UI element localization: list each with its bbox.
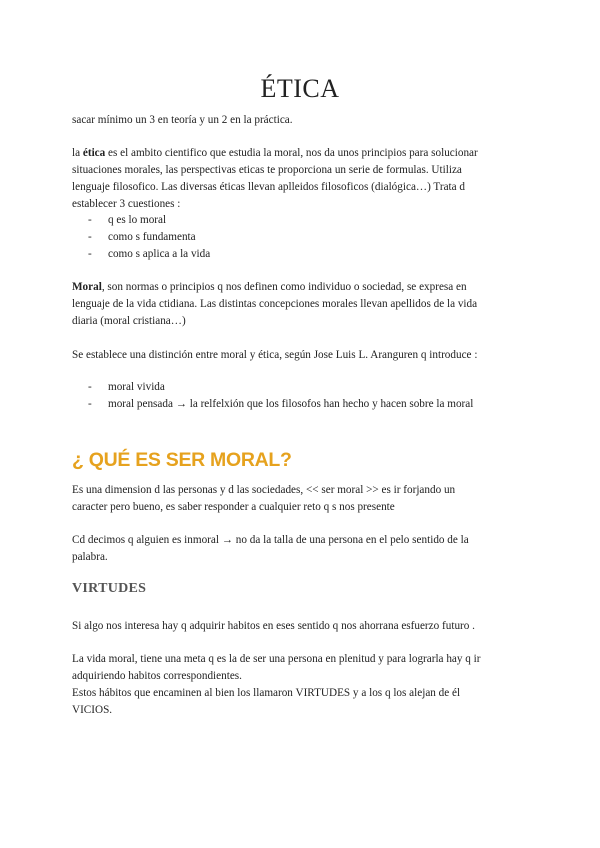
etica-line-3: lenguaje filosofico. Las diversas éticas llevan aplleidos filosoficos (dialógica…) Trata d: [72, 181, 466, 193]
list-item: [88, 246, 210, 263]
etica-lead: la: [72, 147, 83, 159]
subheading-virtudes: VIRTUDES: [72, 581, 147, 596]
list-item-text: moral vivida: [108, 381, 165, 393]
moral-line-2: lenguaje de la vida ctidiana. Las distintas concepciones morales llevan apellidos de la vida: [72, 298, 478, 310]
moral-bold-term: Moral: [72, 281, 102, 293]
distinction-line: Se establece una distinción entre moral y ética, según Jose Luis L. Aranguren q introduce :: [72, 349, 478, 361]
etica-line-1: es el ambito cientifico que estudia la moral, nos da unos principios para solucionar: [105, 147, 478, 159]
list-item-text: moral pensada → la relfelxión que los filosofos han hecho y hacen sobre la moral: [108, 398, 474, 410]
list-item-text: q es lo moral: [108, 214, 167, 226]
list-dash: -: [88, 248, 92, 260]
etica-paragraph: [72, 145, 522, 162]
virtudes-para2-line-4: VICIOS.: [72, 704, 113, 716]
etica-bold-term: ética: [82, 147, 106, 159]
section-heading: ¿ QUÉ ES SER MORAL?: [72, 449, 292, 471]
etica-line-4: establecer 3 cuestiones :: [72, 198, 181, 210]
list-item: [88, 212, 166, 229]
virtudes-para2-line-2: adquiriendo habitos correspondientes.: [72, 670, 242, 682]
page-title: ÉTICA: [260, 74, 340, 103]
intro-line: sacar mínimo un 3 en teoría y un 2 en la práctica.: [72, 114, 293, 126]
list-dash: -: [88, 231, 92, 243]
list-dash: -: [88, 381, 92, 393]
section-para2-line-1: Cd decimos q alguien es inmoral → no da la talla de una persona en el pelo sentido de la: [72, 534, 469, 546]
list-item: [88, 229, 196, 246]
list-item: [88, 379, 165, 396]
virtudes-para1: Si algo nos interesa hay q adquirir habitos en eses sentido q nos ahorrana esfuerzo futuro .: [72, 620, 475, 632]
list-item: [88, 396, 473, 413]
moral-line-1: , son normas o principios q nos definen como individuo o sociedad, se expresa en: [101, 281, 467, 293]
section-para1-line-2: caracter pero bueno, es saber responder a cualquier reto q s nos presente: [72, 501, 395, 513]
section-para1-line-1: Es una dimension d las personas y d las sociedades, << ser moral >> es ir forjando un: [72, 484, 456, 496]
moral-paragraph: [72, 279, 522, 296]
list-item-text: como s fundamenta: [108, 231, 196, 243]
list-dash: -: [88, 398, 92, 410]
list-item-text: como s aplica a la vida: [108, 248, 211, 260]
virtudes-para2-line-3: Estos hábitos que encaminen al bien los llamaron VIRTUDES y a los q los alejan de él: [72, 687, 461, 699]
moral-line-3: diaria (moral cristiana…): [72, 315, 186, 327]
section-para2-line-2: palabra.: [72, 551, 108, 563]
virtudes-para2-line-1: La vida moral, tiene una meta q es la de ser una persona en plenitud y para lograrla hay q ir: [72, 653, 481, 665]
list-dash: -: [88, 214, 92, 226]
etica-line-2: situaciones morales, las perspectivas eticas te proporciona un serie de formulas. Utiliza: [72, 164, 462, 176]
